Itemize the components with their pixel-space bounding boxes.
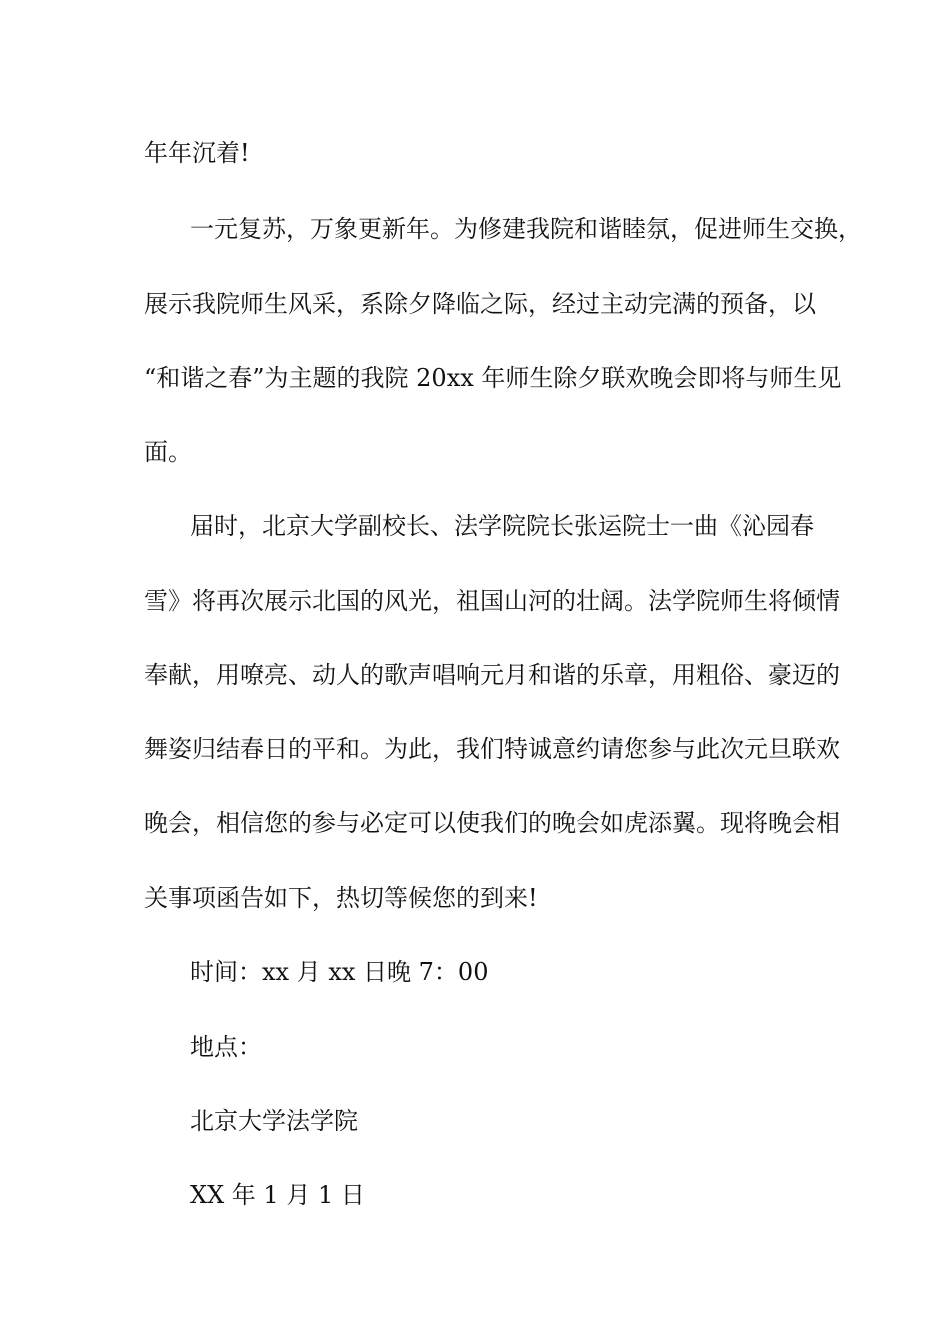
paragraph-3-line-2: 雪》将再次展示北国的风光，祖国山河的壮阔。法学院师生将倾情 (144, 587, 840, 615)
paragraph-2-line-3: “和谐之春”为主题的我院 20xx 年师生除夕联欢晚会即将与师生见 (144, 364, 842, 392)
location-label: 地点： (190, 1033, 262, 1061)
paragraph-3-line-5: 晚会，相信您的参与必定可以使我们的晚会如虎添翼。现将晚会相 (144, 809, 840, 837)
organizer-name: 北京大学法学院 (190, 1107, 358, 1135)
paragraph-3-line-3: 奉献，用嘹亮、动人的歌声唱响元月和谐的乐章，用粗俗、豪迈的 (144, 661, 840, 689)
time-line: 时间：xx 月 xx 日晚 7：00 (190, 958, 489, 986)
paragraph-2-line-2: 展示我院师生风采，系除夕降临之际，经过主动完满的预备，以 (144, 290, 816, 318)
document-date: XX 年 1 月 1 日 (190, 1181, 365, 1209)
paragraph-2-line-1: 一元复苏，万象更新年。为修建我院和谐睦氛，促进师生交换， (190, 215, 862, 243)
paragraph-2-line-4: 面。 (144, 438, 192, 466)
paragraph-3-line-4: 舞姿归结春日的平和。为此，我们特诚意约请您参与此次元旦联欢 (144, 735, 840, 763)
paragraph-3-line-1: 届时，北京大学副校长、法学院院长张运院士一曲《沁园春 (190, 512, 814, 540)
paragraph-1-line-1: 年年沉着! (144, 139, 250, 167)
paragraph-3-line-6: 关事项函告如下，热切等候您的到来! (144, 884, 538, 912)
